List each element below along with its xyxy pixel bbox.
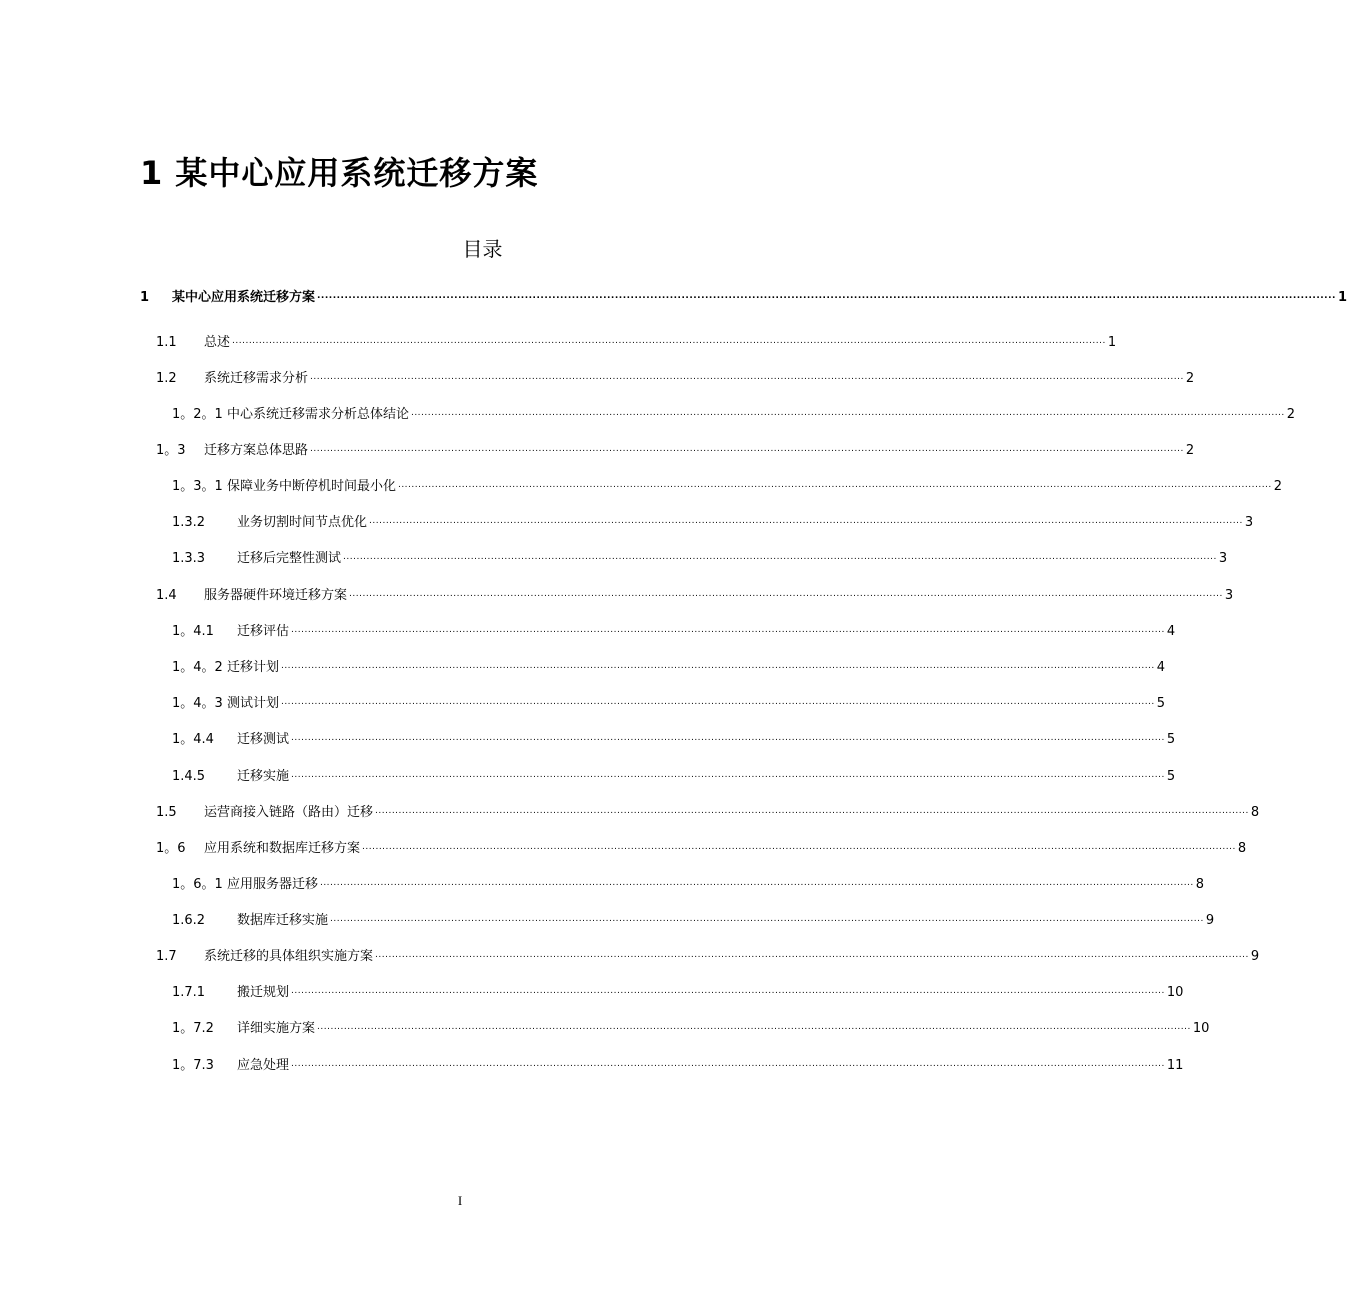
toc-entry-label: 服务器硬件环境迁移方案 (204, 588, 348, 603)
toc-entry-number: 1.2 (156, 371, 177, 386)
toc-entry-page: 8 (1250, 805, 1260, 820)
toc-dot-leader: .................................................................................................................................................................................................................................................................... (291, 986, 1165, 996)
toc-entry-label: 运营商接入链路（路由）迁移 (204, 805, 374, 820)
toc-entry[interactable] (172, 513, 1254, 533)
toc-dot-leader: .................................................................................................................................................................................................................................................................... (375, 950, 1249, 960)
toc-entry-page: 3 (1244, 515, 1254, 530)
toc-entry-page: 2 (1286, 407, 1296, 422)
toc-entry[interactable] (172, 1019, 1210, 1039)
toc-dot-leader: .................................................................................................................................................................................................................................................................... (291, 625, 1165, 635)
toc-entry[interactable] (172, 875, 1205, 895)
toc-entry-number: 1 (140, 290, 150, 305)
toc-dot-leader: .................................................................................................................................................................................................................................................................... (280, 661, 1155, 671)
toc-dot-leader: .................................................................................................................................................................................................................................................................... (291, 1059, 1165, 1069)
toc-dot-leader: .................................................................................................................................................................................................................................................................... (310, 444, 1184, 454)
toc-dot-leader: .................................................................................................................................................................................................................................................................... (375, 806, 1249, 816)
toc-dot-leader: .................................................................................................................................................................................................................................................................... (310, 372, 1184, 382)
toc-entry-label: 1。3。1 保障业务中断停机时间最小化 (172, 479, 396, 494)
document-title: 1 某中心应用系统迁移方案 (140, 154, 539, 192)
toc-entry-page: 10 (1192, 1021, 1210, 1036)
toc-entry-label: 迁移方案总体思路 (204, 443, 309, 458)
toc-entry-page: 3 (1218, 551, 1228, 566)
toc-entry[interactable] (172, 658, 1166, 678)
toc-entry-number: 1。7.2 (172, 1021, 214, 1036)
toc-entry[interactable] (140, 288, 1347, 308)
toc-dot-leader: .................................................................................................................................................................................................................................................................... (362, 842, 1236, 852)
toc-entry[interactable] (172, 694, 1166, 714)
toc-dot-leader: .................................................................................................................................................................................................................................................................... (232, 336, 1106, 346)
toc-dot-leader: .................................................................................................................................................................................................................................................................... (280, 697, 1155, 707)
toc-entry-label: 迁移后完整性测试 (237, 551, 342, 566)
toc-entry-label: 应用系统和数据库迁移方案 (204, 841, 361, 856)
toc-entry-label: 系统迁移需求分析 (204, 371, 309, 386)
toc-entry-page: 9 (1250, 949, 1260, 964)
toc-dot-leader: .................................................................................................................................................................................................................................................................... (319, 878, 1194, 888)
toc-entry[interactable] (156, 441, 1195, 461)
toc-heading: 目录 (462, 237, 503, 261)
toc-entry-page: 2 (1185, 443, 1195, 458)
toc-entry[interactable] (156, 803, 1260, 823)
toc-entry[interactable] (172, 983, 1184, 1003)
toc-entry-number: 1.7.1 (172, 985, 206, 1000)
toc-entry-number: 1.3.2 (172, 515, 206, 530)
toc-entry-label: 1。6。1 应用服务器迁移 (172, 877, 318, 892)
toc-entry-label: 搬迁规划 (237, 985, 290, 1000)
toc-entry-page: 5 (1156, 696, 1166, 711)
toc-entry-page: 2 (1273, 479, 1283, 494)
toc-entry[interactable] (172, 1056, 1184, 1076)
toc-dot-leader: .................................................................................................................................................................................................................................................................... (317, 291, 1336, 301)
toc-entry-label: 迁移评估 (237, 624, 290, 639)
toc-entry-label: 总述 (204, 335, 231, 350)
footer-page-number: I (457, 1193, 463, 1208)
toc-entry-page: 5 (1166, 769, 1176, 784)
toc-entry-label: 业务切割时间节点优化 (237, 515, 368, 530)
toc-dot-leader: .................................................................................................................................................................................................................................................................... (397, 480, 1272, 490)
toc-entry-label: 详细实施方案 (237, 1021, 316, 1036)
toc-dot-leader: .................................................................................................................................................................................................................................................................... (369, 516, 1243, 526)
toc-entry-label: 迁移实施 (237, 769, 290, 784)
toc-entry-number: 1。6 (156, 841, 186, 856)
toc-entry-number: 1.3.3 (172, 551, 206, 566)
toc-entry-page: 3 (1224, 588, 1234, 603)
toc-entry[interactable] (156, 333, 1117, 353)
toc-dot-leader: .................................................................................................................................................................................................................................................................... (330, 914, 1204, 924)
toc-entry-page: 1 (1337, 290, 1347, 305)
toc-entry-number: 1.4 (156, 588, 177, 603)
toc-entry-number: 1.4.5 (172, 769, 206, 784)
toc-dot-leader: .................................................................................................................................................................................................................................................................... (291, 733, 1165, 743)
toc-entry-number: 1.5 (156, 805, 177, 820)
toc-entry-page: 11 (1166, 1058, 1184, 1073)
toc-entry-label: 系统迁移的具体组织实施方案 (204, 949, 374, 964)
toc-entry[interactable] (156, 586, 1234, 606)
toc-dot-leader: .................................................................................................................................................................................................................................................................... (349, 589, 1223, 599)
toc-entry-label: 1。2。1 中心系统迁移需求分析总体结论 (172, 407, 409, 422)
toc-entry-label: 迁移测试 (237, 732, 290, 747)
toc-entry[interactable] (156, 369, 1195, 389)
toc-entry-page: 10 (1166, 985, 1184, 1000)
toc-dot-leader: .................................................................................................................................................................................................................................................................... (291, 770, 1165, 780)
toc-entry[interactable] (172, 767, 1176, 787)
toc-entry[interactable] (156, 947, 1260, 967)
toc-entry[interactable] (172, 911, 1215, 931)
toc-entry[interactable] (172, 622, 1176, 642)
toc-entry-page: 9 (1205, 913, 1215, 928)
toc-entry[interactable] (172, 405, 1296, 425)
toc-entry-label: 某中心应用系统迁移方案 (172, 290, 316, 305)
toc-entry-number: 1.1 (156, 335, 177, 350)
toc-entry-number: 1.6.2 (172, 913, 206, 928)
toc-entry-label: 数据库迁移实施 (237, 913, 329, 928)
toc-entry-page: 1 (1107, 335, 1117, 350)
toc-entry-label: 1。4。2 迁移计划 (172, 660, 279, 675)
toc-dot-leader: .................................................................................................................................................................................................................................................................... (410, 408, 1285, 418)
toc-dot-leader: .................................................................................................................................................................................................................................................................... (343, 552, 1217, 562)
toc-entry[interactable] (156, 839, 1247, 859)
toc-entry-page: 4 (1156, 660, 1166, 675)
toc-entry[interactable] (172, 549, 1228, 569)
toc-entry[interactable] (172, 477, 1283, 497)
toc-entry-label: 应急处理 (237, 1058, 290, 1073)
toc-entry-number: 1。4.4 (172, 732, 214, 747)
toc-dot-leader: .................................................................................................................................................................................................................................................................... (317, 1022, 1191, 1032)
toc-entry-number: 1。4.1 (172, 624, 214, 639)
toc-entry-number: 1。3 (156, 443, 186, 458)
toc-entry-label: 1。4。3 测试计划 (172, 696, 279, 711)
toc-entry-page: 2 (1185, 371, 1195, 386)
toc-entry-page: 5 (1166, 732, 1176, 747)
toc-entry[interactable] (172, 730, 1176, 750)
toc-entry-number: 1。7.3 (172, 1058, 214, 1073)
toc-entry-page: 8 (1237, 841, 1247, 856)
toc-entry-page: 8 (1195, 877, 1205, 892)
toc-entry-page: 4 (1166, 624, 1176, 639)
toc-entry-number: 1.7 (156, 949, 177, 964)
